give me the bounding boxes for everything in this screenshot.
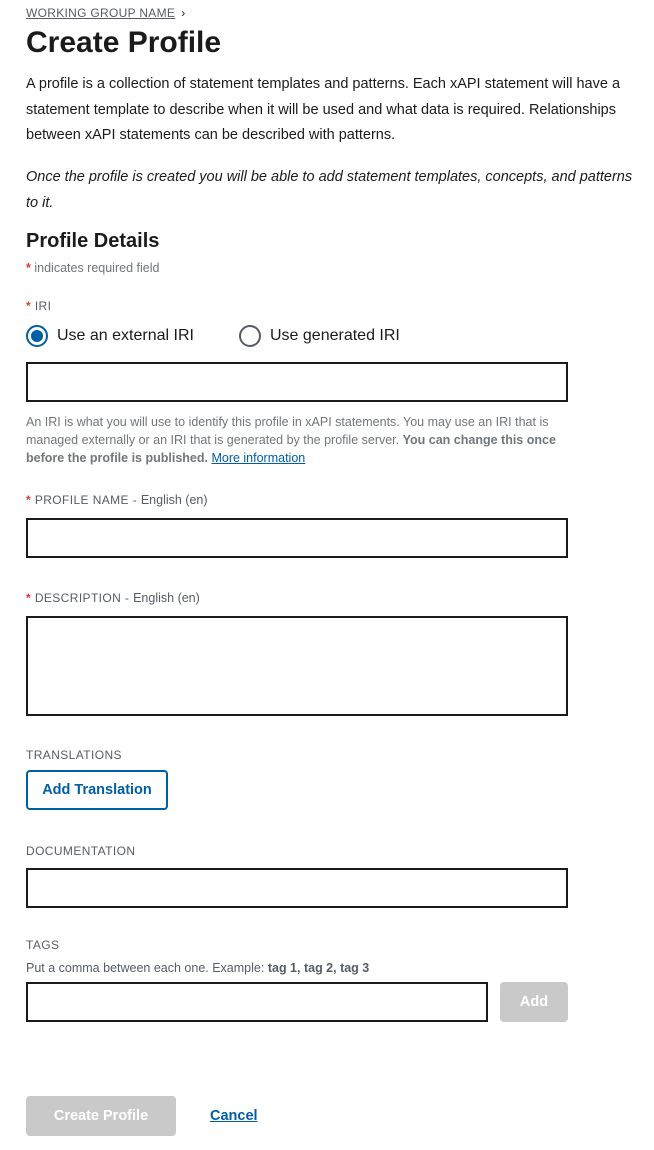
- breadcrumb: [26, 6, 186, 20]
- radio-generated-iri[interactable]: [239, 325, 400, 347]
- required-note-text: indicates required field: [34, 261, 160, 275]
- iri-input[interactable]: [26, 362, 568, 402]
- description-label: * DESCRIPTION - English (en): [26, 591, 200, 605]
- profile-name-language: English (en): [140, 493, 208, 507]
- add-translation-button[interactable]: Add Translation: [26, 770, 168, 810]
- tags-input[interactable]: [26, 982, 488, 1022]
- profile-name-input[interactable]: [26, 518, 568, 558]
- required-field-note: [26, 261, 159, 275]
- radio-external-iri-label: Use an external IRI: [57, 327, 194, 344]
- radio-generated-iri-label: Use generated IRI: [270, 327, 400, 344]
- tags-hint-example: tag 1, tag 2, tag 3: [267, 961, 370, 975]
- iri-hint: An IRI is what you will use to identify this profile in xAPI statements. You may use an IRI that is managed externally or an IRI that is generated by the profile server. You can change this once before the profile is published. More information: [26, 415, 556, 465]
- breadcrumb-working-group-link[interactable]: WORKING GROUP NAME: [26, 6, 176, 20]
- radio-external-iri[interactable]: [26, 325, 194, 347]
- profile-name-label: * PROFILE NAME - English (en): [26, 493, 208, 507]
- documentation-input[interactable]: [26, 868, 568, 908]
- cancel-link[interactable]: Cancel: [210, 1108, 258, 1124]
- radio-unselected-icon: [239, 325, 261, 347]
- required-marker: *: [26, 261, 31, 275]
- description-textarea[interactable]: [26, 616, 568, 716]
- intro-text: A profile is a collection of statement templates and patterns. Each xAPI statement will have a statement template to describe when it will be used and what data is required. Relationships between xAPI statements can be described with patterns.: [26, 76, 621, 143]
- page-title: Create Profile: [26, 26, 222, 59]
- tags-label: TAGS: [26, 938, 60, 952]
- iri-label: * IRI: [26, 299, 52, 313]
- profile-details-heading: Profile Details: [26, 230, 160, 252]
- documentation-label: DOCUMENTATION: [26, 844, 136, 858]
- more-information-link[interactable]: More information: [211, 451, 306, 465]
- chevron-right-icon: ›: [181, 6, 186, 20]
- create-profile-button[interactable]: Create Profile: [26, 1096, 176, 1136]
- description-language: English (en): [133, 591, 200, 605]
- add-tag-button[interactable]: Add: [500, 982, 568, 1022]
- intro-note: Once the profile is created you will be able to add statement templates, concepts, and patterns to it.: [26, 169, 633, 211]
- radio-selected-icon: [26, 325, 48, 347]
- translations-label: TRANSLATIONS: [26, 748, 122, 762]
- tags-hint: Put a comma between each one. Example: tag 1, tag 2, tag 3: [26, 961, 370, 975]
